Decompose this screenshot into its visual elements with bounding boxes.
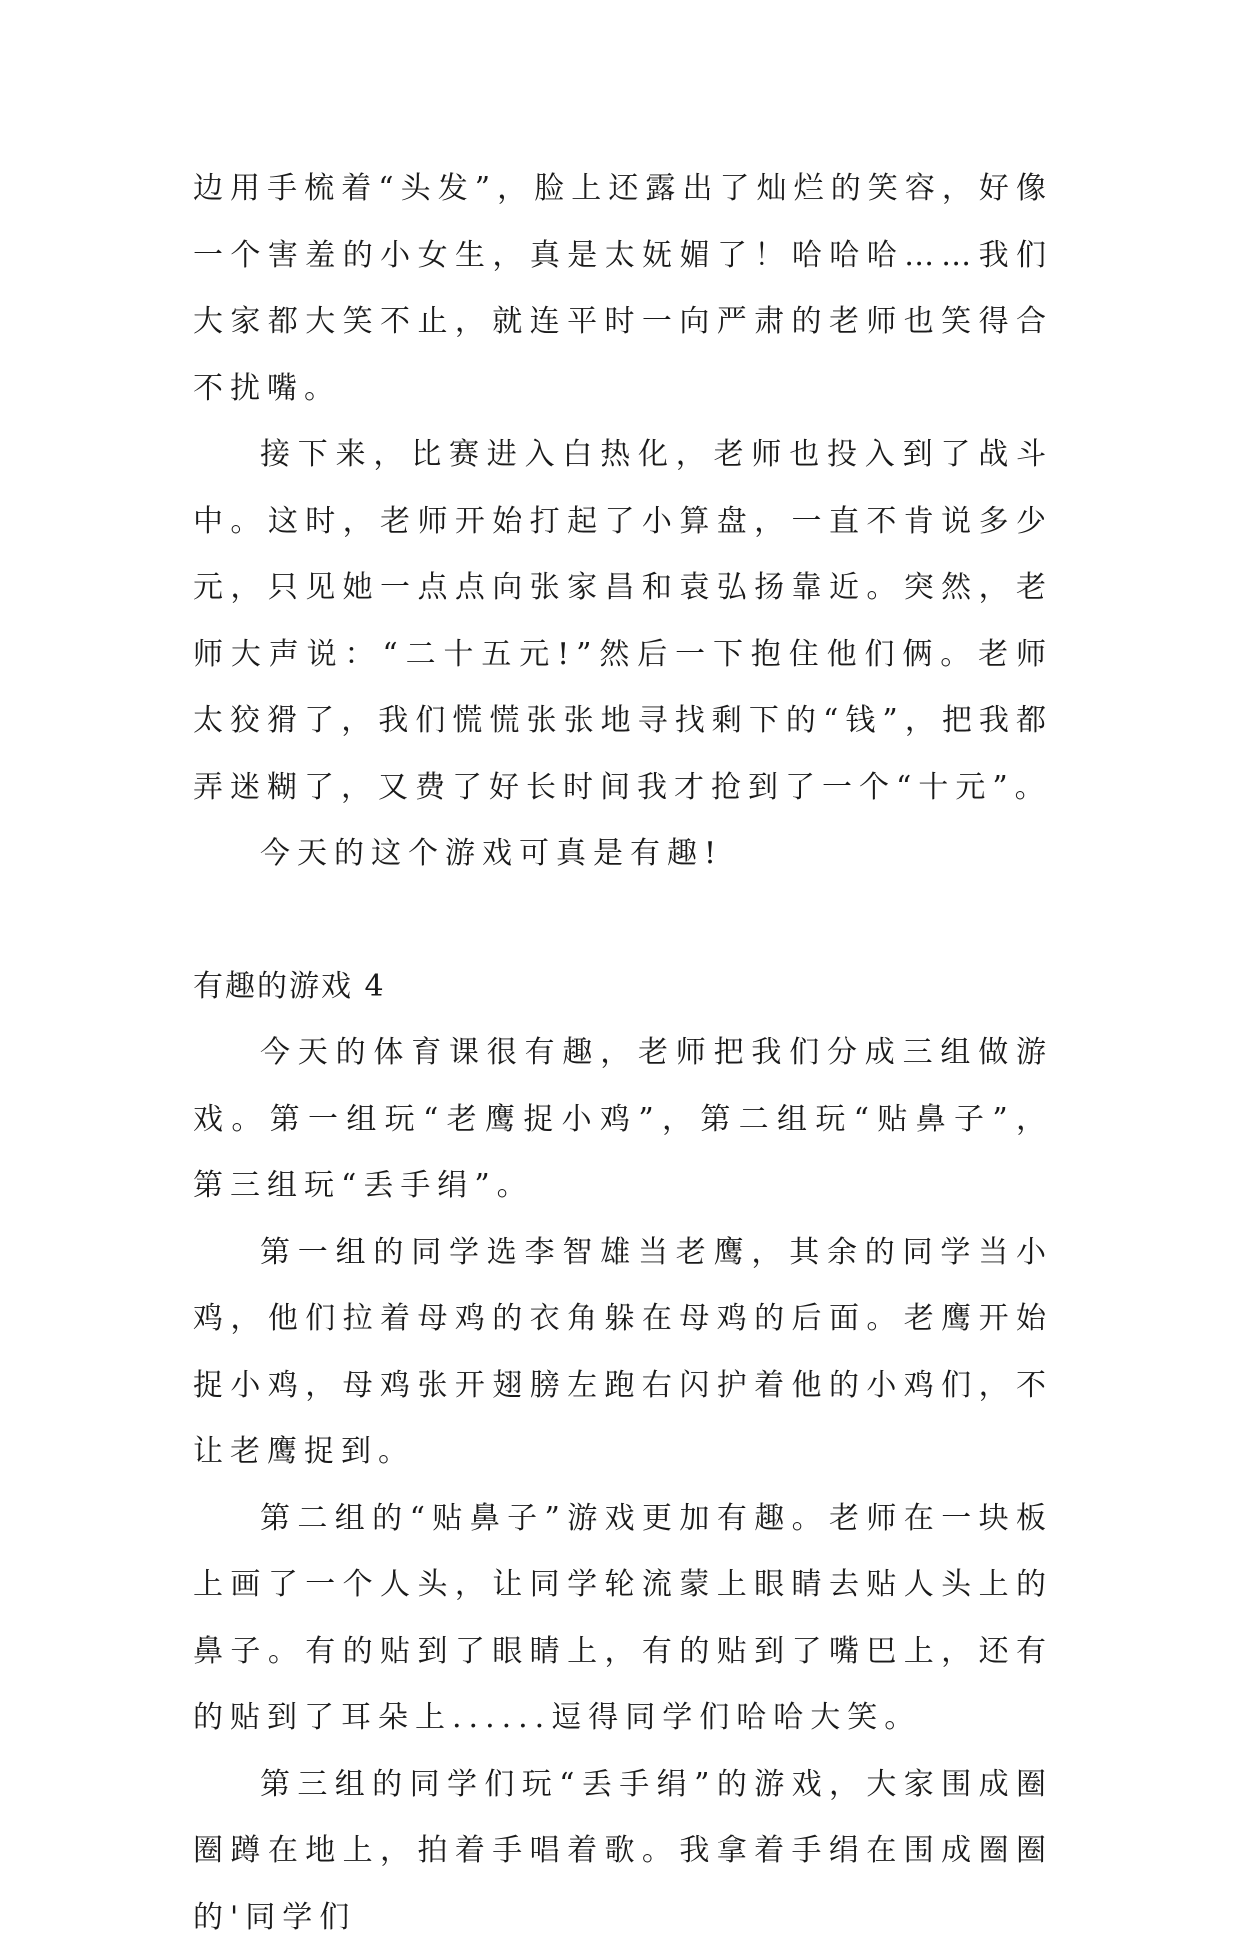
paragraph-group-three: 第三组的同学们玩“丢手绢”的游戏，大家围成圈圈蹲在地上，拍着手唱着歌。我拿着手绢在围成圈圈的'同学们 <box>193 1752 1053 1951</box>
paragraph-group-two: 第二组的“贴鼻子”游戏更加有趣。老师在一块板上画了一个人头，让同学轮流蒙上眼睛去贴人头上的鼻子。有的贴到了眼睛上，有的贴到了嘴巴上，还有的贴到了耳朵上......逗得同学们哈哈大笑。 <box>193 1486 1053 1752</box>
paragraph-intro: 今天的体育课很有趣，老师把我们分成三组做游戏。第一组玩“老鹰捉小鸡”，第二组玩“贴鼻子”，第三组玩“丢手绢”。 <box>193 1020 1053 1220</box>
section-title: 有趣的游戏 4 <box>193 954 1053 1021</box>
section-gap <box>193 888 1053 954</box>
paragraph-group-one: 第一组的同学选李智雄当老鹰，其余的同学当小鸡，他们拉着母鸡的衣角躲在母鸡的后面。老鹰开始捉小鸡，母鸡张开翅膀左跑右闪护着他的小鸡们，不让老鹰捉到。 <box>193 1220 1053 1486</box>
paragraph-competition: 接下来，比赛进入白热化，老师也投入到了战斗中。这时，老师开始打起了小算盘，一直不肯说多少元，只见她一点点向张家昌和袁弘扬靠近。突然，老师大声说：“二十五元!”然后一下抱住他们俩。老师太狡猾了，我们慌慌张张地寻找剩下的“钱”，把我都弄迷糊了，又费了好长时间我才抢到了一个“十元”。 <box>193 422 1053 821</box>
paragraph-conclusion: 今天的这个游戏可真是有趣! <box>193 821 1053 888</box>
document-body <box>193 156 1053 1951</box>
paragraph-continued: 边用手梳着“头发”，脸上还露出了灿烂的笑容，好像一个害羞的小女生，真是太妩媚了！哈哈哈……我们大家都大笑不止，就连平时一向严肃的老师也笑得合不扰嘴。 <box>193 156 1053 422</box>
